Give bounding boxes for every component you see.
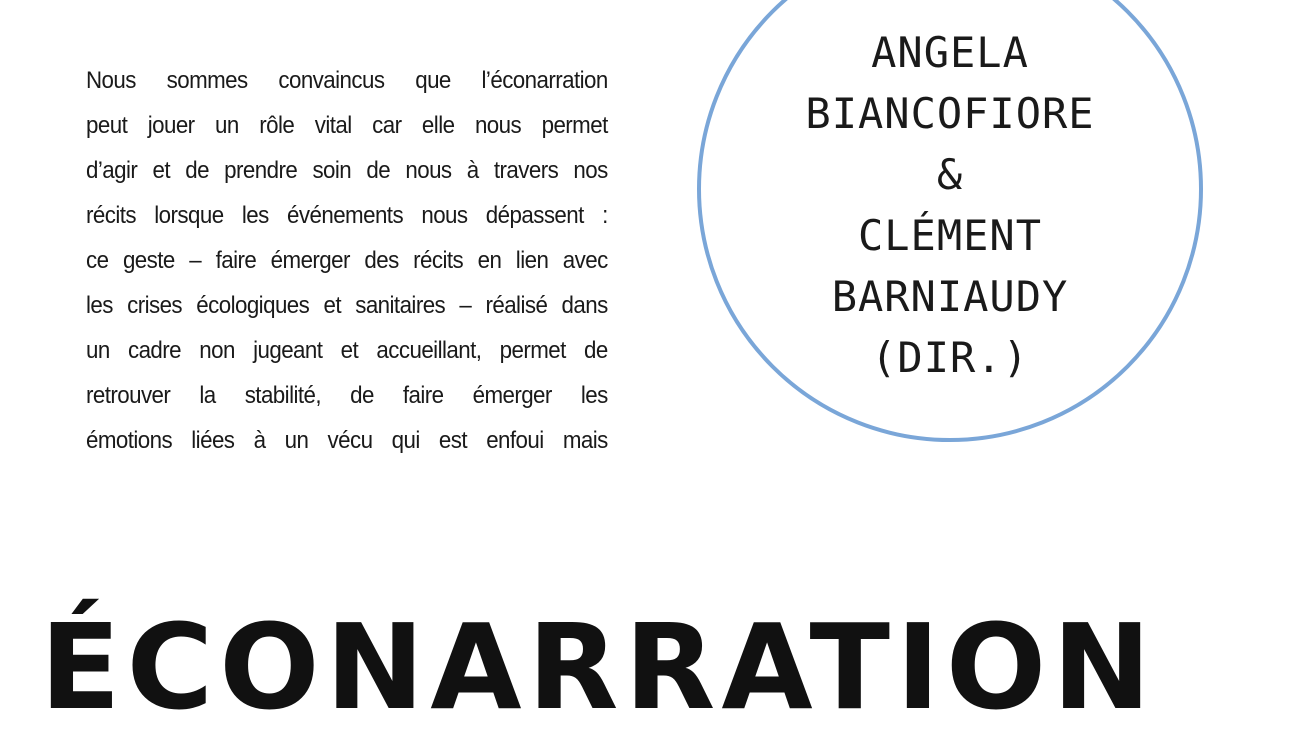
blurb-line: d’agir et de prendre soin de nous à travers nos <box>86 157 608 184</box>
blurb-line: ce geste – faire émerger des récits en lien avec <box>86 247 608 274</box>
ampersand: & <box>936 150 964 199</box>
blurb-line: peut jouer un rôle vital car elle nous permet <box>86 112 608 139</box>
blurb-line: un cadre non jugeant et accueillant, permet de <box>86 337 608 364</box>
author-first-name: CLÉMENT <box>857 211 1042 260</box>
blurb-line: retrouver la stabilité, de faire émerger les <box>86 382 608 409</box>
author-last-name: BIANCOFIORE <box>805 89 1095 138</box>
blurb-line: les crises écologiques et sanitaires – réalisé dans <box>86 292 608 319</box>
author-last-name: BARNIAUDY <box>831 272 1069 321</box>
blurb-line: récits lorsque les événements nous dépassent : <box>86 202 608 229</box>
blurb-line: Nous sommes convaincus que l’éconarration <box>86 67 608 94</box>
author-credits <box>697 22 1203 388</box>
blurb-line: émotions liées à un vécu qui est enfoui mais <box>86 427 608 454</box>
back-cover-blurb <box>86 58 608 463</box>
author-first-name: ANGELA <box>871 28 1029 77</box>
editor-note: (DIR.) <box>871 333 1029 382</box>
book-title: ÉCONARRATION <box>40 598 1157 736</box>
